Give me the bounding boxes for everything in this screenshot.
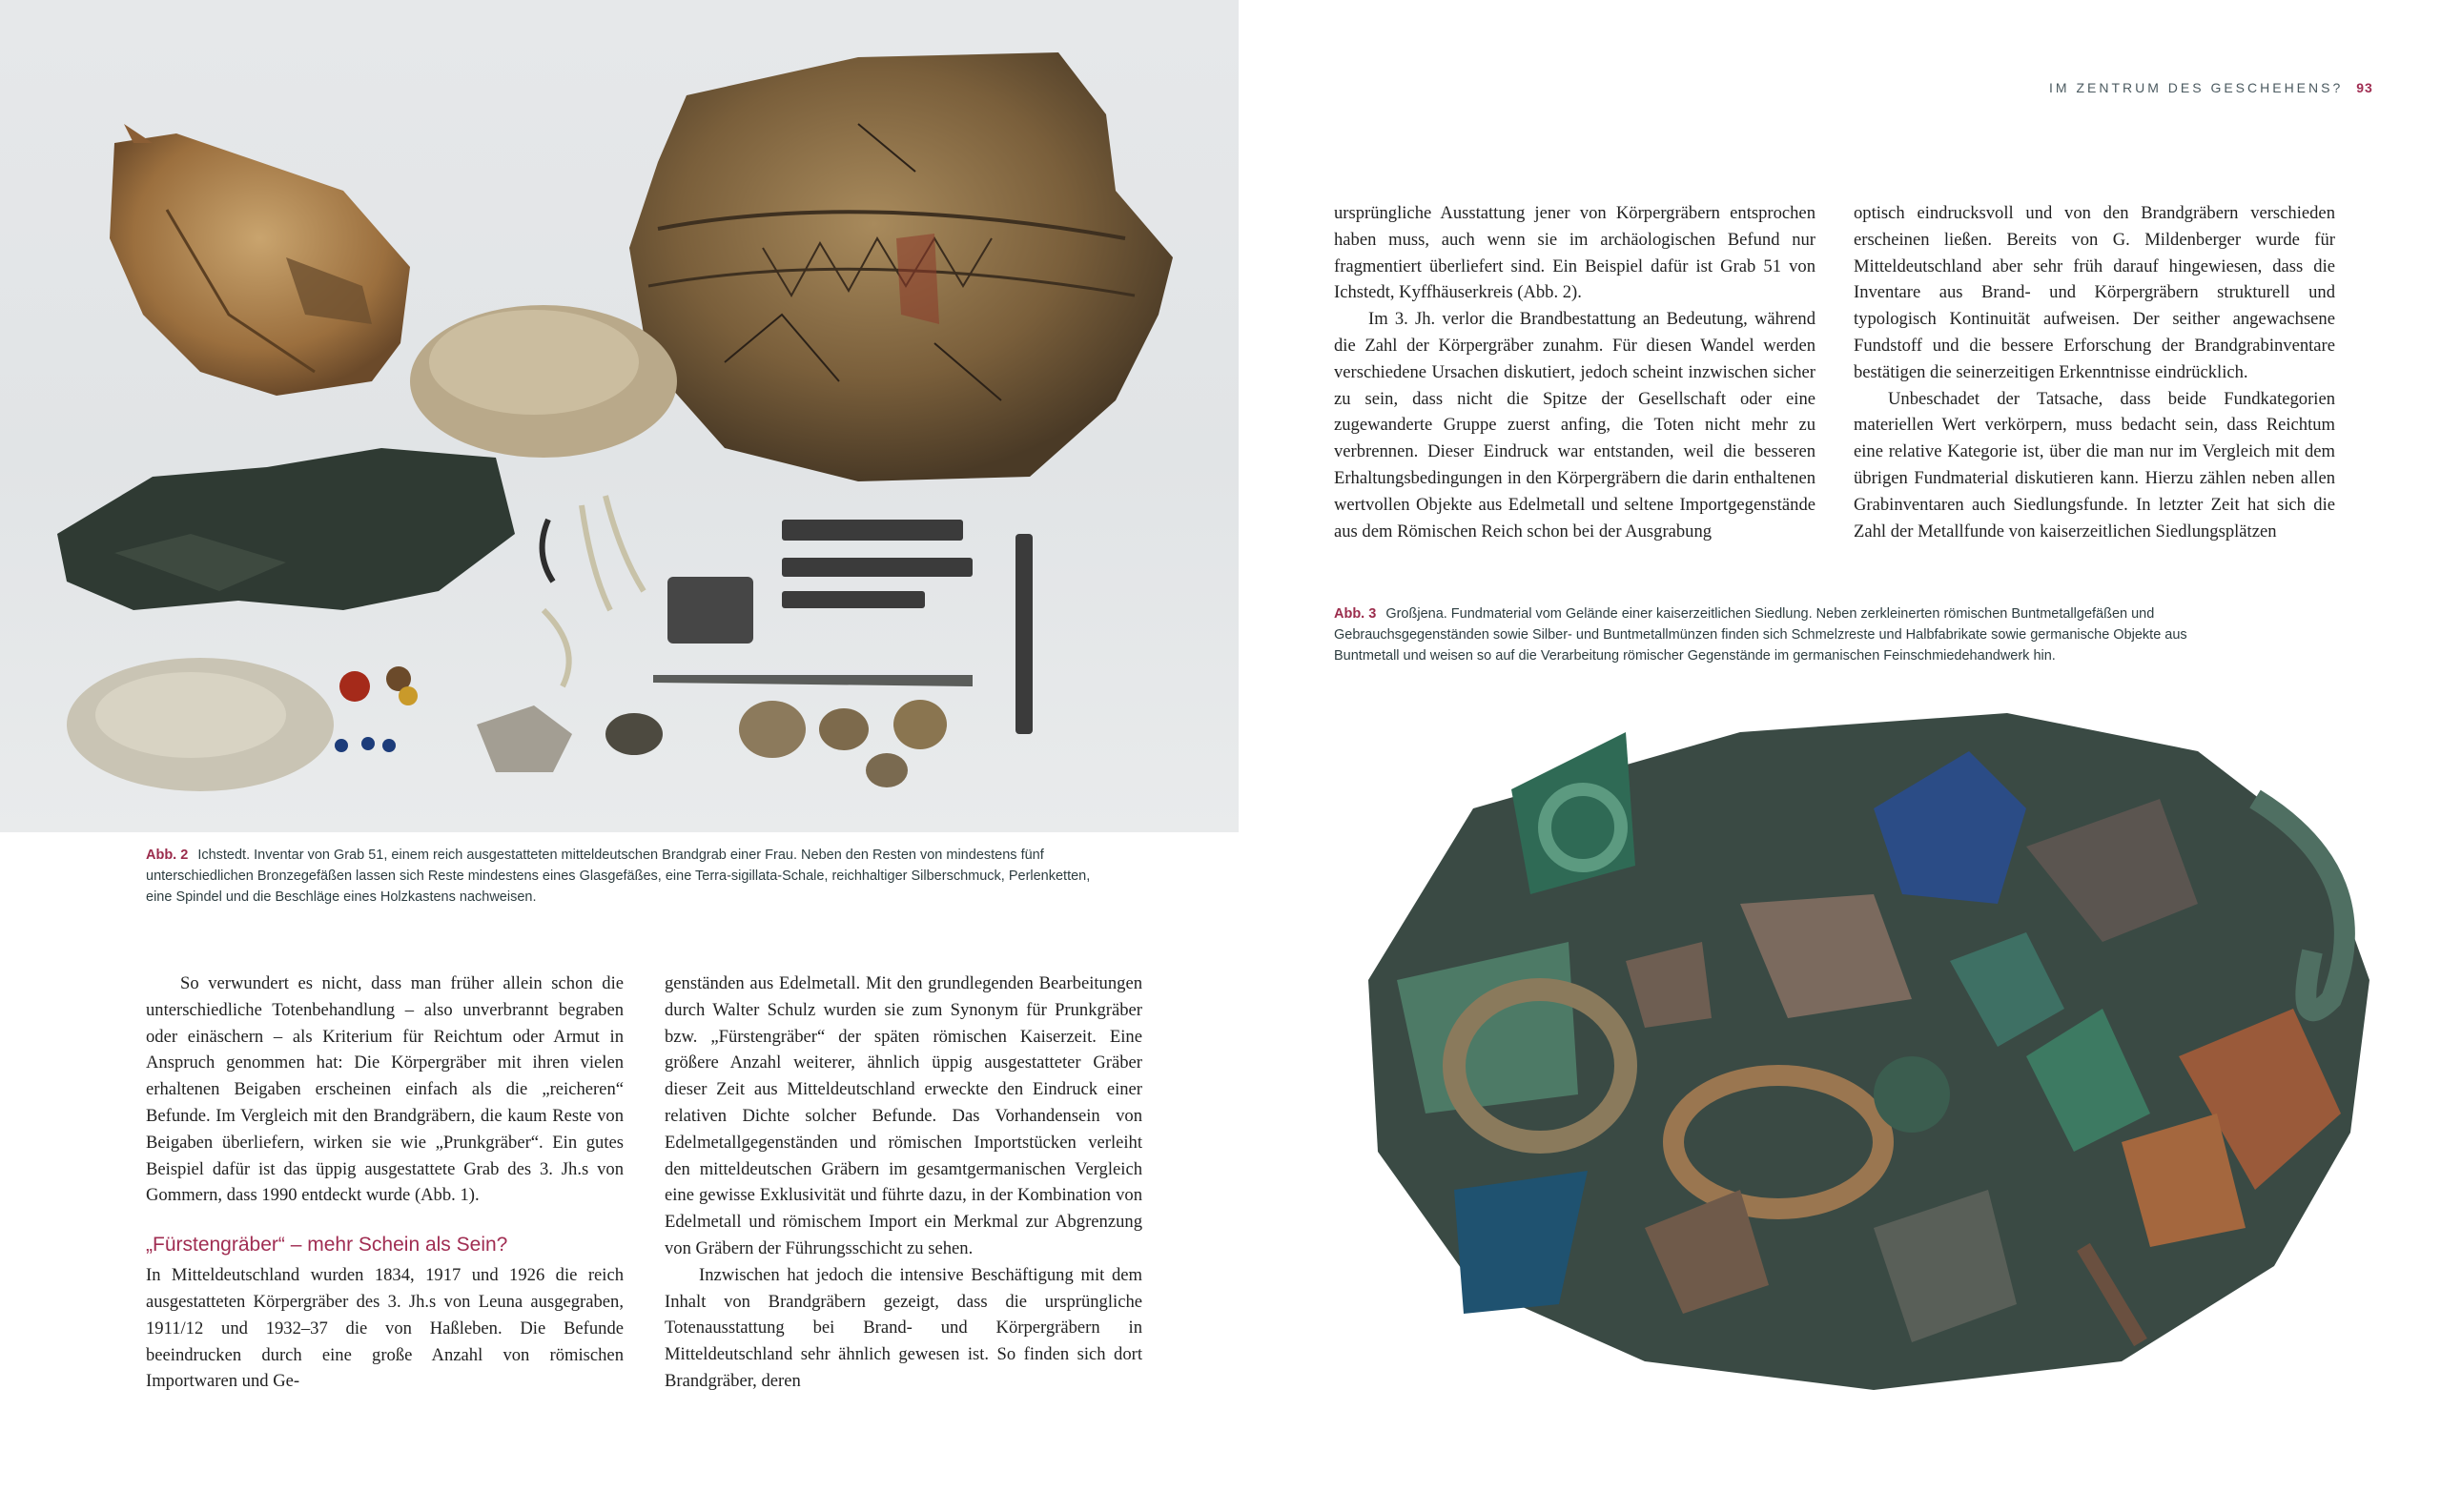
small-pot-sherds: [110, 124, 410, 396]
figure2-label: Abb. 2: [146, 848, 189, 863]
page-number: 93: [2356, 80, 2373, 95]
right-col1-paragraph-1: ursprüngliche Ausstattung jener von Körpergräbern entsprochen haben muss, auch wenn sie im archäologischen Befund nur fragmentiert überliefert sind. Ein Beispiel dafür ist Grab 51 von Ichstedt, Kyffhäuserkreis (Abb. 2).: [1334, 203, 1815, 303]
figure2-caption-text: Ichstedt. Inventar von Grab 51, einem reich ausgestatteten mitteldeutschen Brandgrab einer Frau. Neben den Resten von mindestens fünf unterschiedlichen Bronzegefäßen lassen sich Reste mindestens eines Glasgefäßes, eine Terra-sigillata-Schale, reichhaltiger Silberschmuck, Perlenketten, eine Spindel und die Beschläge eines Holzkastens nachweisen.: [146, 848, 1091, 905]
right-page-column-1: [1334, 200, 1815, 544]
left-col2-paragraph-2: Inzwischen hat jedoch die intensive Beschäftigung mit dem Inhalt von Brandgräbern gezeigt, dass die ursprüngliche Totenausstattung bei Brand- und Körpergräbern in Mitteldeutschland sehr ähnlich gewesen ist. So finden sich dort Brandgräber, deren: [665, 1264, 1142, 1391]
right-col1-paragraph-2: Im 3. Jh. verlor die Brandbestattung an Bedeutung, während die Zahl der Körpergräber zunahm. Für diesen Wandel werden verschiedene Ursachen diskutiert, jedoch scheint inzwischen sicher zu sein, dass nicht die Spitze der Gesellschaft oder eine zugewanderte Gruppe zuerst anfing, die Toten nicht mehr zu verbrennen. Dieser Eindruck war entstanden, weil die besseren Erhaltungsbedingungen in den Körpergräbern die darin enthaltenen wertvollen Objekte aus Edelmetall und seltene Importgegenstände aus dem Römischen Reich schon bei der Ausgrabung: [1334, 309, 1815, 541]
left-page-column-1: [146, 971, 624, 1395]
right-col2-paragraph-2: Unbeschadet der Tatsache, dass beide Fundkategorien materiellen Wert verkörpern, muss bedacht sein, dass Reichtum eine relative Kategorie ist, über die man nur im Vergleich mit dem übrigen Fundmaterial diskutieren kann. Hierzu zählen neben allen Grabinventaren auch Siedlungsfunde. In letzter Zeit hat sich die Zahl der Metallfunde von kaiserzeitlichen Siedlungsplätzen: [1854, 388, 2335, 541]
left-col2-paragraph-1: genständen aus Edelmetall. Mit den grundlegenden Bearbeitungen durch Walter Schulz wurden sie zum Synonym für Prunkgräber bzw. „Fürstengräber“ der späten römischen Kaiserzeit. Eine größere Anzahl weiterer, ähnlich üppig ausgestatteter Gräber dieser Zeit aus Mitteldeutschland erweckte den Eindruck einer relativen Dichte solcher Befunde. Das Vorhandensein von Edelmetallgegenständen und römischen Importstücken verleiht den mitteldeutschen Gräbern im gesamtgermanischen Vergleich eine gewisse Exklusivität und führte dazu, in der Kombination von Edelmetall und römischem Import ein Merkmal zur Abgrenzung von Gräbern der Führungsschicht zu sehen.: [665, 973, 1142, 1258]
grave-inventory-illustration: [0, 0, 1239, 832]
silver-ornaments: [543, 496, 644, 686]
figure3-caption: [1334, 603, 2230, 666]
right-page-column-2: [1854, 200, 2335, 544]
figure2-caption: [146, 845, 1099, 908]
running-head: [2049, 80, 2373, 95]
bronze-vessel-fragments: [57, 448, 515, 610]
running-head-title: IM ZENTRUM DES GESCHEHENS?: [2049, 80, 2344, 95]
figure3-caption-text: Großjena. Fundmaterial vom Gelände einer kaiserzeitlichen Siedlung. Neben zerkleinerten römischen Buntmetallgefäßen und Gebrauchsgegenständen sowie Silber- und Buntmetallmünzen finden sich Schmelzreste und Halbfabrikate sowie germanische Objekte aus Buntmetall und weisen so auf die Verarbeitung römischer Gegenstände im germanischen Feinschmiedehandwerk hin.: [1334, 606, 2187, 664]
grave-inventory-photo: [0, 0, 1239, 832]
settlement-metal-finds-photo: [1340, 694, 2403, 1404]
left-col1-paragraph-2: In Mitteldeutschland wurden 1834, 1917 und 1926 die reich ausgestatteten Körpergräber des 3. Jh.s von Leuna ausgegraben, 1911/12 und 1932–37 die von Haßleben. Die Befunde beeindrucken durch eine große Anzahl von römischen Importwaren und Ge-: [146, 1265, 624, 1392]
right-col2-paragraph-1: optisch eindrucksvoll und von den Brandgräbern verschieden erscheinen ließen. Bereits von G. Mildenberger wurde für Mitteldeutschland aber sehr früh darauf hingewiesen, dass die Inventare aus Brand- und Körpergräbern strukturell und typologisch Kontinuität aufweisen. Der seither angewachsene Fundstoff und die bessere Erforschung der Brandgrabinventare bestätigen die seinerzeitigen Erkenntnisse eindrücklich.: [1854, 203, 2335, 382]
large-urn: [629, 52, 1173, 481]
figure3-label: Abb. 3: [1334, 606, 1377, 622]
iron-fittings: [653, 520, 1033, 734]
metal-finds-illustration: [1340, 694, 2403, 1404]
left-col1-paragraph-1: So verwundert es nicht, dass man früher allein schon die unterschiedliche Totenbehandlung – also unverbrannt begraben oder einäschern – als Kriterium für Reichtum oder Armut in Anspruch genommen hat: Die Körpergräber mit ihren vielen erhaltenen Beigaben erscheinen einfach als die „reicheren“ Befunde. Im Vergleich mit den Brandgräbern, die kaum Reste von Beigaben überliefern, wirken sie wie „Prunkgräber“. Ein gutes Beispiel dafür ist das üppig ausgestattete Grab des 3. Jh.s von Gommern, dass 1990 entdeckt wurde (Abb. 1).: [146, 973, 624, 1206]
left-page-column-2: [665, 971, 1142, 1395]
metal-fragment-pile: [1368, 713, 2369, 1390]
section-heading: „Fürstengräber“ – mehr Schein als Sein?: [146, 1234, 508, 1257]
